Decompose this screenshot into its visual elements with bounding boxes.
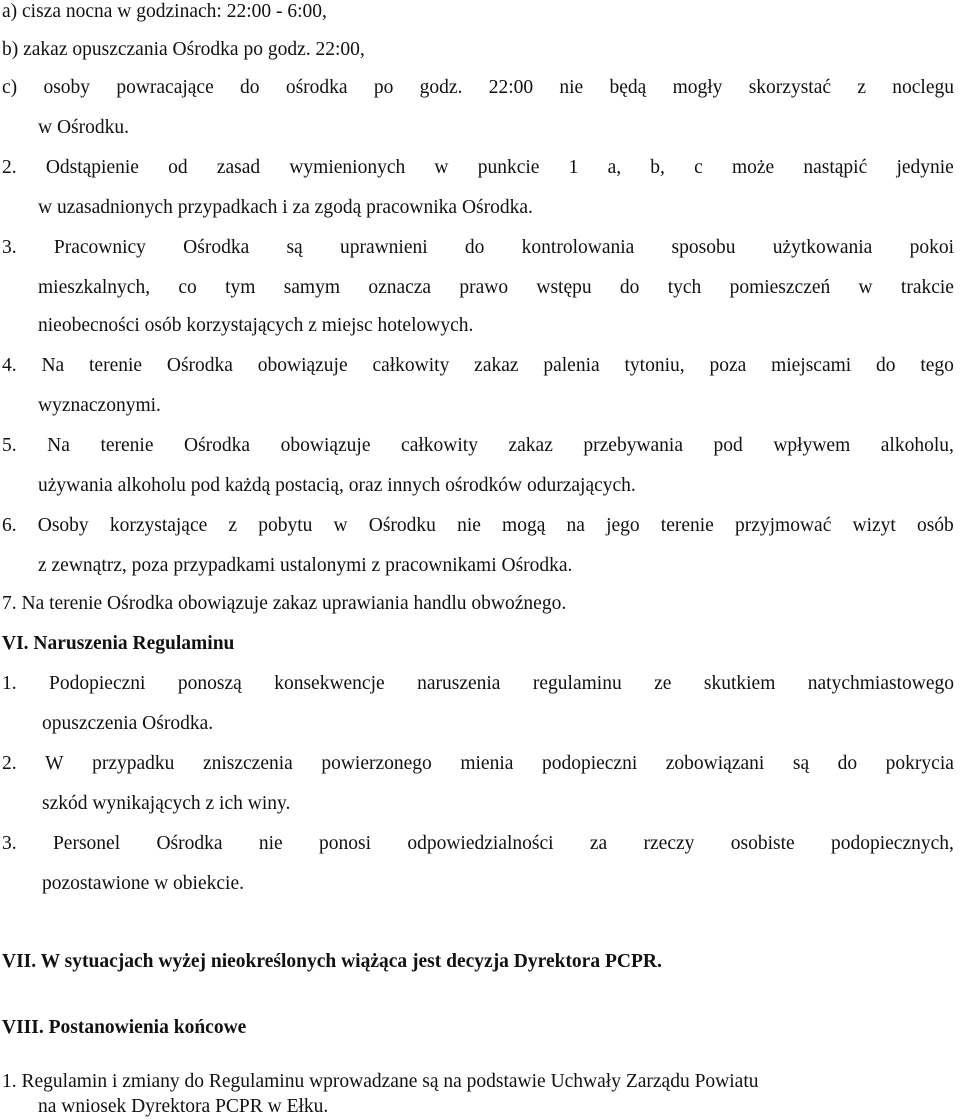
word: ośrodka — [285, 77, 348, 98]
word: naruszenia — [417, 673, 501, 694]
word: w — [333, 515, 348, 536]
section-6-heading: VI. Naruszenia Regulaminu — [2, 633, 235, 654]
word: przyjmować — [734, 515, 832, 536]
word: skorzystać — [748, 77, 832, 98]
word: 22:00 — [488, 77, 534, 98]
point-2-line2: w uzasadnionych przypadkach i za zgodą pracownika Ośrodka. — [38, 197, 533, 218]
word: podopieczni — [541, 753, 638, 774]
word: zakaz — [474, 355, 519, 376]
word: mogą — [502, 515, 546, 536]
section-6-item-3-line1 — [2, 832, 954, 856]
word: od — [168, 157, 188, 178]
word: nastąpić — [803, 157, 868, 178]
word: a, — [607, 157, 622, 178]
word: Personel — [52, 833, 121, 854]
word: natychmiastowego — [807, 673, 954, 694]
word: prawo — [459, 277, 509, 298]
point-7: 7. Na terenie Ośrodka obowiązuje zakaz uprawiania handlu obwoźnego. — [2, 593, 567, 614]
word: Na — [41, 355, 65, 376]
item-a: a) cisza nocna w godzinach: 22:00 - 6:00, — [2, 1, 327, 22]
word: 1 — [568, 157, 579, 178]
word: mieszkalnych, — [38, 277, 151, 298]
word: punkcie — [477, 157, 540, 178]
word: oznacza — [368, 277, 432, 298]
word: do — [876, 355, 896, 376]
word: Ośrodku — [368, 515, 436, 536]
word: pomieszczeń — [729, 277, 831, 298]
word: mogły — [672, 77, 723, 98]
word: zakaz — [508, 435, 553, 456]
word: uprawnieni — [339, 237, 428, 258]
section-7-heading: VII. W sytuacjach wyżej nieokreślonych wiążąca jest decyzja Dyrektora PCPR. — [2, 951, 662, 972]
word: odpowiedzialności — [407, 833, 554, 854]
word: przypadku — [92, 753, 175, 774]
section-6-item-3-line2: pozostawione w obiekcie. — [42, 873, 244, 894]
word: terenie — [660, 515, 714, 536]
word: jego — [606, 515, 640, 536]
word: w — [434, 157, 449, 178]
word: 5. — [2, 435, 17, 456]
word: w — [858, 277, 873, 298]
word: 2. — [2, 157, 17, 178]
item-b: b) zakaz opuszczania Ośrodka po godz. 22:00, — [2, 39, 365, 60]
point-3-line2 — [38, 276, 954, 300]
section-6-item-1-line1 — [2, 672, 954, 696]
word: obowiązuje — [280, 435, 371, 456]
word: są — [286, 237, 303, 258]
word: W — [45, 753, 64, 774]
word: tym — [225, 277, 256, 298]
word: przebywania — [583, 435, 684, 456]
word: ponosi — [319, 833, 372, 854]
point-2-line1 — [2, 156, 954, 180]
word: będą — [609, 77, 647, 98]
word: c) — [2, 77, 18, 98]
word: jedynie — [896, 157, 954, 178]
word: do — [464, 237, 485, 258]
word: tytoniu, — [624, 355, 685, 376]
word: całkowity — [401, 435, 478, 456]
point-4-line1 — [2, 354, 954, 378]
word: nie — [559, 77, 584, 98]
word: terenie — [100, 435, 154, 456]
item-c-line1 — [2, 76, 954, 100]
word: noclegu — [892, 77, 954, 98]
word: po — [373, 77, 394, 98]
word: Ośrodka — [166, 355, 233, 376]
word: nie — [258, 833, 283, 854]
item-c-line2: w Ośrodku. — [38, 117, 129, 138]
word: tego — [920, 355, 954, 376]
point-5-line2: używania alkoholu pod każdą postacią, oraz innych ośrodków odurzających. — [38, 475, 636, 496]
word: mienia — [460, 753, 514, 774]
point-5-line1 — [2, 434, 954, 458]
word: ponoszą — [177, 673, 242, 694]
word: c — [694, 157, 703, 178]
word: 4. — [2, 355, 17, 376]
word: zobowiązani — [665, 753, 765, 774]
word: wstępu — [536, 277, 592, 298]
word: użytkowania — [772, 237, 873, 258]
word: Pracownicy — [53, 237, 146, 258]
word: palenia — [543, 355, 600, 376]
word: Ośrodka — [183, 237, 250, 258]
section-8-heading: VIII. Postanowienia końcowe — [2, 1017, 247, 1038]
word: Osoby — [37, 515, 89, 536]
word: do — [837, 753, 858, 774]
word: wpływem — [773, 435, 851, 456]
word: pobytu — [258, 515, 313, 536]
point-4-line2: wyznaczonymi. — [38, 395, 161, 416]
word: co — [178, 277, 197, 298]
word: na — [566, 515, 585, 536]
point-6-line2: z zewnątrz, poza przypadkami ustalonymi z pracownikami Ośrodka. — [38, 555, 573, 576]
word: osób — [916, 515, 954, 536]
word: wizyt — [852, 515, 896, 536]
word: Ośrodka — [184, 435, 251, 456]
word: samym — [283, 277, 341, 298]
word: tych — [667, 277, 702, 298]
word: pokoi — [909, 237, 954, 258]
word: b, — [650, 157, 665, 178]
word: rzeczy — [643, 833, 695, 854]
word: trakcie — [900, 277, 954, 298]
word: obowiązuje — [257, 355, 348, 376]
word: z — [857, 77, 866, 98]
word: powracające — [116, 77, 214, 98]
word: Podopieczni — [49, 673, 146, 694]
word: powierzonego — [321, 753, 432, 774]
word: może — [731, 157, 775, 178]
section-6-item-2-line2: szkód wynikających z ich winy. — [42, 793, 291, 814]
word: 1. — [2, 673, 17, 694]
word: miejscami — [771, 355, 852, 376]
word: regulaminu — [532, 673, 622, 694]
word: 3. — [2, 833, 17, 854]
word: osobiste — [730, 833, 795, 854]
word: zniszczenia — [202, 753, 293, 774]
word: całkowity — [372, 355, 450, 376]
section-6-item-2-line1 — [2, 752, 954, 776]
word: godz. — [419, 77, 463, 98]
point-3-line3: nieobecności osób korzystających z miejsc hotelowych. — [38, 315, 474, 336]
word: za — [589, 833, 608, 854]
word: podopiecznych, — [830, 833, 954, 854]
word: alkoholu, — [880, 435, 954, 456]
word: terenie — [89, 355, 143, 376]
word: korzystające — [109, 515, 208, 536]
word: są — [792, 753, 810, 774]
word: Odstąpienie — [45, 157, 139, 178]
word: sposobu — [671, 237, 736, 258]
word: zasad — [216, 157, 261, 178]
word: 3. — [2, 237, 17, 258]
word: konsekwencje — [274, 673, 385, 694]
word: 2. — [2, 753, 17, 774]
word: pokrycia — [885, 753, 954, 774]
word: Ośrodka — [156, 833, 223, 854]
word: osoby — [43, 77, 91, 98]
word: nie — [457, 515, 481, 536]
word: Na — [47, 435, 70, 456]
word: wymienionych — [289, 157, 406, 178]
section-8-item-1-line2: na wniosek Dyrektora PCPR w Ełku. — [38, 1096, 329, 1117]
word: skutkiem — [703, 673, 776, 694]
point-3-line1 — [2, 236, 954, 260]
section-8-item-1-line1: 1. Regulamin i zmiany do Regulaminu wprowadzane są na podstawie Uchwały Zarządu Powiatu — [2, 1071, 759, 1092]
point-6-line1 — [2, 514, 954, 538]
word: 6. — [2, 515, 17, 536]
word: ze — [654, 673, 672, 694]
section-6-item-1-line2: opuszczenia Ośrodka. — [42, 713, 214, 734]
word: do — [619, 277, 640, 298]
word: poza — [709, 355, 747, 376]
word: kontrolowania — [521, 237, 635, 258]
word: z — [228, 515, 238, 536]
word: do — [240, 77, 260, 98]
word: pod — [713, 435, 743, 456]
